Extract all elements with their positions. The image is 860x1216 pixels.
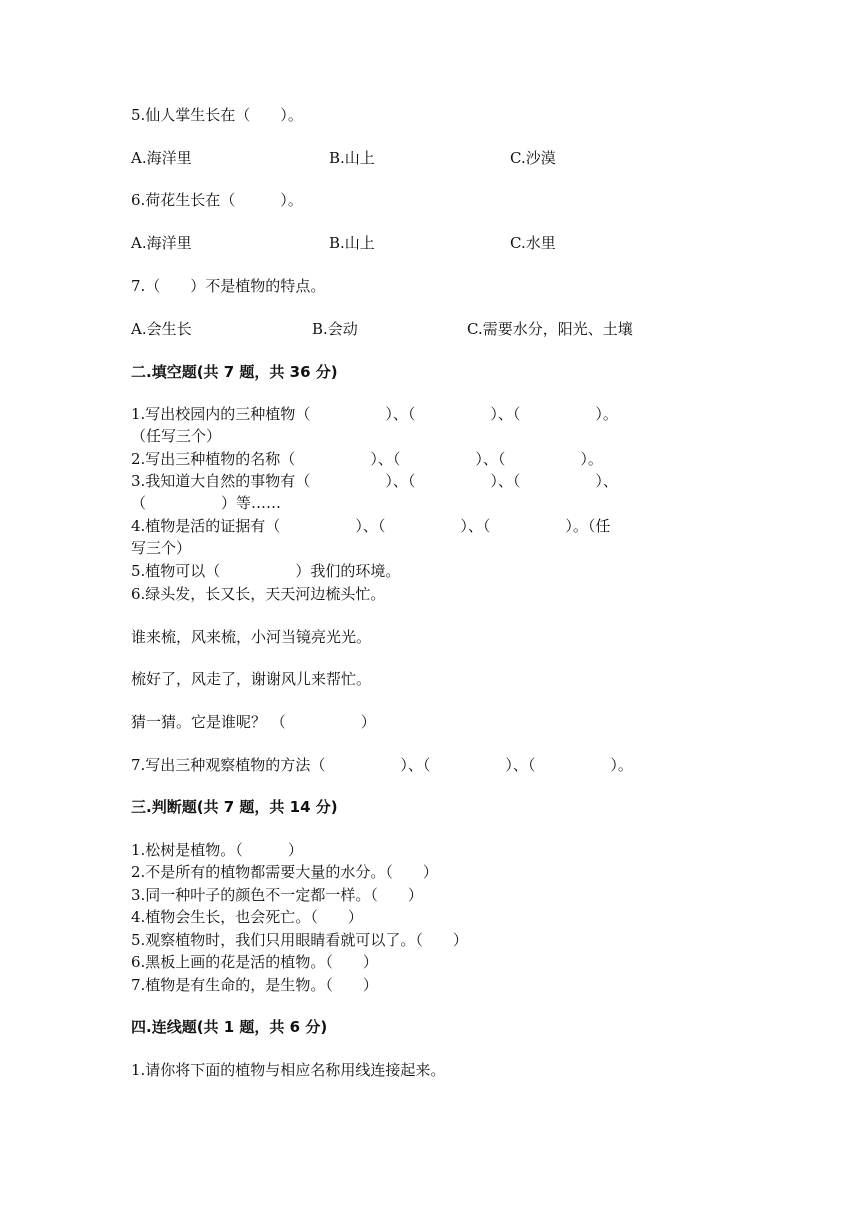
fill-line: （任写三个） bbox=[131, 427, 222, 445]
question-7-option-b: B.会动 bbox=[312, 320, 358, 338]
fill-line: 4.植物是活的证据有（ ）、（ ）、（ ）。（任 bbox=[131, 517, 611, 535]
question-5-stem: 5.仙人掌生长在（ ）。 bbox=[131, 106, 303, 124]
riddle-line: 梳好了，风走了，谢谢风儿来帮忙。 bbox=[131, 670, 372, 688]
match-question-1: 1.请你将下面的植物与相应名称用线连接起来。 bbox=[131, 1061, 446, 1079]
question-7-stem: 7.（ ）不是植物的特点。 bbox=[131, 277, 326, 295]
judge-item: 4.植物会生长，也会死亡。（ ） bbox=[131, 908, 363, 926]
question-6-option-c: C.水里 bbox=[510, 234, 556, 252]
judge-item: 1.松树是植物。（ ） bbox=[131, 841, 303, 859]
riddle-line: 谁来梳，风来梳，小河当镜亮光光。 bbox=[131, 628, 372, 646]
fill-line: （ ）等…… bbox=[131, 494, 282, 512]
fill-line: 5.植物可以（ ）我们的环境。 bbox=[131, 562, 401, 580]
question-7-option-c: C.需要水分，阳光、土壤 bbox=[467, 320, 633, 338]
judge-item: 3.同一种叶子的颜色不一定都一样。（ ） bbox=[131, 886, 423, 904]
fill-line: 6.绿头发，长又长，天天河边梳头忙。 bbox=[131, 585, 386, 603]
section-judge-heading: 三.判断题(共 7 题，共 14 分) bbox=[131, 798, 338, 816]
fill-line: 1.写出校园内的三种植物（ ）、（ ）、（ ）。 bbox=[131, 405, 618, 423]
judge-item: 7.植物是有生命的，是生物。（ ） bbox=[131, 976, 378, 994]
fill-question-7: 7.写出三种观察植物的方法（ ）、（ ）、（ ）。 bbox=[131, 756, 633, 774]
question-5-option-c: C.沙漠 bbox=[510, 149, 556, 167]
fill-line: 3.我知道大自然的事物有（ ）、（ ）、（ ）、 bbox=[131, 472, 618, 490]
section-fill-heading: 二.填空题(共 7 题，共 36 分) bbox=[131, 363, 338, 381]
fill-line: 写三个） bbox=[131, 539, 192, 557]
riddle-line: 猜一猜。它是谁呢？ （ ） bbox=[131, 713, 376, 731]
judge-item: 6.黑板上画的花是活的植物。（ ） bbox=[131, 953, 378, 971]
question-6-option-a: A.海洋里 bbox=[131, 234, 192, 252]
question-7-option-a: A.会生长 bbox=[131, 320, 192, 338]
section-match-heading: 四.连线题(共 1 题，共 6 分) bbox=[131, 1018, 328, 1036]
question-5-option-b: B.山上 bbox=[329, 149, 375, 167]
judge-item: 5.观察植物时，我们只用眼睛看就可以了。（ ） bbox=[131, 931, 468, 949]
question-6-option-b: B.山上 bbox=[329, 234, 375, 252]
fill-line: 2.写出三种植物的名称（ ）、（ ）、（ ）。 bbox=[131, 450, 603, 468]
question-6-stem: 6.荷花生长在（ ）。 bbox=[131, 191, 303, 209]
question-5-option-a: A.海洋里 bbox=[131, 149, 192, 167]
judge-item: 2.不是所有的植物都需要大量的水分。（ ） bbox=[131, 863, 438, 881]
